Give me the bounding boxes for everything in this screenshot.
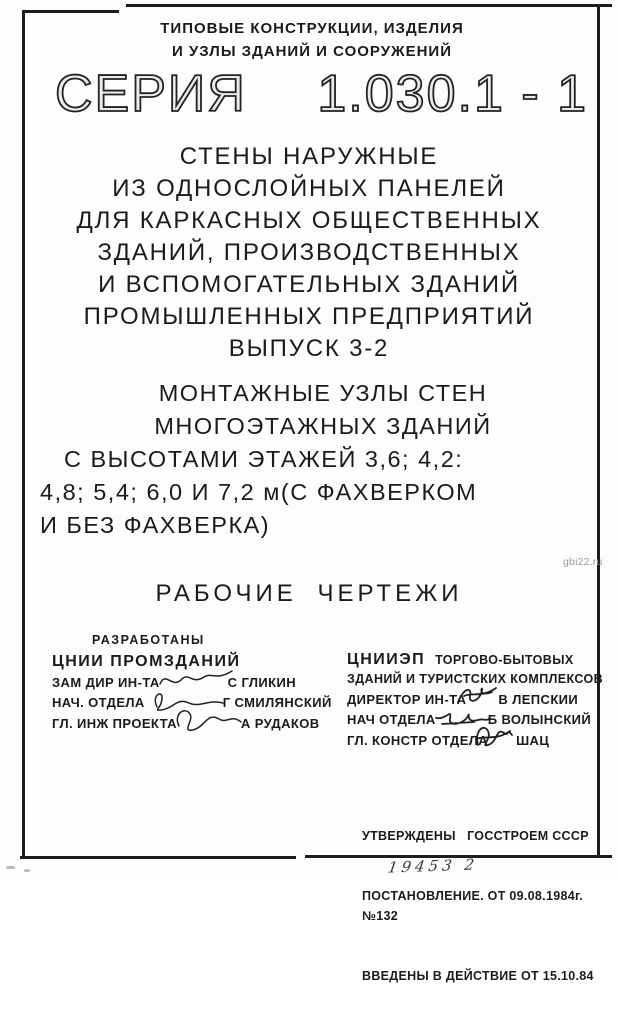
right-org-name [347, 649, 609, 670]
frame-left-border [22, 10, 25, 857]
series-label: СЕРИЯ [55, 65, 247, 123]
series-heading [55, 64, 588, 124]
subtitle-line: И БЕЗ ФАХВЕРКА) [40, 512, 271, 538]
role-label: ЗАМ ДИР ИН-ТА [52, 674, 160, 690]
frame-top-left-segment [22, 10, 119, 13]
signature-squiggle-icon [171, 706, 243, 734]
issue-number-line: ВЫПУСК 3-2 [228, 335, 390, 362]
right-org-desc: ТОРГОВО-БЫТОВЫХ [435, 653, 574, 667]
signature-squiggle-icon [470, 721, 514, 749]
approval-line: ВВЕДЕНЫ В ДЕЙСТВИЕ ОТ 15.10.84 [362, 969, 594, 983]
role-label: НАЧ ОТДЕЛА [347, 712, 436, 728]
right-org-abbr: ЦНИИЭП [347, 651, 426, 668]
role-label: НАЧ. ОТДЕЛА [52, 695, 145, 711]
credit-row [347, 730, 609, 751]
main-title [10, 141, 608, 365]
person-name: Б ВОЛЫНСКИЙ [487, 712, 592, 728]
title-line: ДЛЯ КАРКАСНЫХ ОБЩЕСТВЕННЫХ [76, 207, 542, 234]
subtitle [40, 377, 606, 542]
subtitle-line: 4,8; 5,4; 6,0 И 7,2 м(С ФАХВЕРКОМ [40, 479, 478, 505]
scan-speck [24, 869, 30, 872]
role-label: ДИРЕКТОР ИН-ТА [347, 691, 467, 707]
credit-row [52, 713, 352, 734]
developed-by-label: РАЗРАБОТАНЫ [92, 633, 205, 647]
subtitle-line: МОНТАЖНЫЕ УЗЛЫ СТЕН [158, 380, 488, 406]
title-line: ИЗ ОДНОСЛОЙНЫХ ПАНЕЛЕЙ [112, 175, 506, 202]
left-org-name: ЦНИИ ПРОМЗДАНИЙ [52, 653, 241, 670]
title-line: СТЕНЫ НАРУЖНЫЕ [179, 143, 439, 170]
handwritten-doc-number: 19453 2 [386, 855, 480, 877]
person-name: А РУДАКОВ [240, 715, 320, 731]
credits-left-block [52, 651, 352, 734]
doc-type-heading: РАБОЧИЕ ЧЕРТЕЖИ [155, 580, 463, 607]
credits-right-block [347, 649, 609, 751]
site-watermark: gbi22.ru [563, 556, 603, 568]
approval-block [362, 786, 602, 1026]
frame-top-main-segment [126, 4, 612, 7]
series-number: 1.030.1 - 1 [317, 65, 588, 123]
subtitle-line: МНОГОЭТАЖНЫХ ЗДАНИЙ [154, 413, 492, 439]
person-name: В ЛЕПСКИИ [498, 691, 579, 707]
category-header [30, 17, 594, 63]
title-line: ЗДАНИЙ, ПРОИЗВОДСТВЕННЫХ [97, 239, 521, 266]
person-name: Г СМИЛЯНСКИЙ [222, 695, 332, 711]
category-line-2: И УЗЛЫ ЗДАНИЙ И СООРУЖЕНИЙ [172, 43, 452, 60]
person-name: ШАЦ [516, 732, 550, 748]
approval-line: УТВЕРЖДЕНЫ ГОССТРОЕМ СССР [362, 829, 589, 843]
right-org-desc2: ЗДАНИЙ И ТУРИСТСКИХ КОМПЛЕКСОВ [347, 672, 604, 686]
title-line: ПРОМЫШЛЕННЫХ ПРЕДПРИЯТИЙ [83, 303, 535, 330]
title-line: И ВСПОМОГАТЕЛЬНЫХ ЗДАНИЙ [98, 271, 520, 298]
signature-squiggle-icon [452, 682, 498, 708]
scan-speck [6, 866, 15, 869]
person-name: С ГЛИКИН [227, 674, 297, 690]
subtitle-line: С ВЫСОТАМИ ЭТАЖЕЙ 3,6; 4,2: [64, 446, 464, 472]
category-line-1: ТИПОВЫЕ КОНСТРУКЦИИ, ИЗДЕЛИЯ [160, 20, 464, 37]
role-label: ГЛ. КОНСТР ОТДЕЛА [347, 732, 489, 748]
frame-bottom-segment-a [20, 856, 296, 859]
approval-line: ПОСТАНОВЛЕНИЕ. ОТ 09.08.1984г.№132 [362, 889, 583, 923]
role-label: ГЛ. ИНЖ ПРОЕКТА [52, 715, 177, 731]
